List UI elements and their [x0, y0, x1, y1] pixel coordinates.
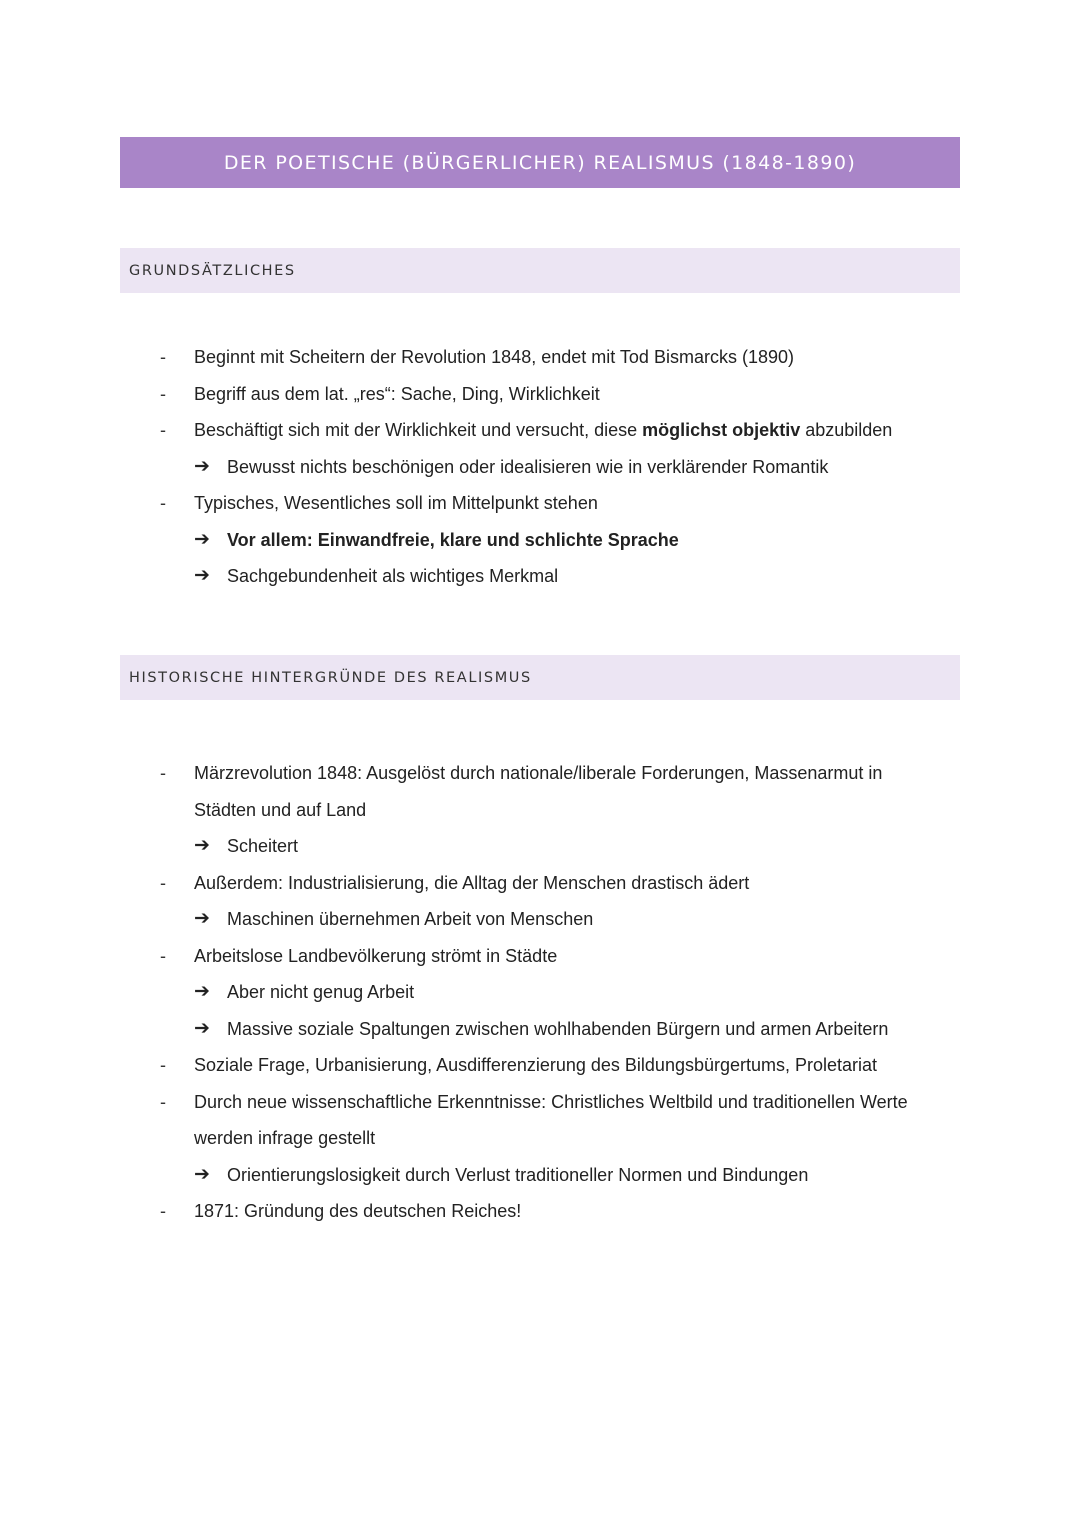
list-item-text: Durch neue wissenschaftliche Erkenntnisse: Christliches Weltbild und traditionellen Werte [194, 1091, 908, 1112]
bold-emphasis: möglichst objektiv [642, 420, 801, 440]
list-item [0, 1084, 1080, 1121]
list-item-text: Außerdem: Industrialisierung, die Alltag der Menschen drastisch ädert [194, 872, 750, 893]
list-item-text: Begriff aus dem lat. „res“: Sache, Ding, Wirklichkeit [194, 383, 600, 404]
dash-marker: - [160, 945, 166, 966]
arrow-right-icon: ➔ [194, 528, 210, 550]
arrow-item [0, 828, 1080, 865]
list-item [0, 755, 1080, 792]
arrow-item [0, 974, 1080, 1011]
list-item-text: Typisches, Wesentliches soll im Mittelpunkt stehen [194, 493, 598, 513]
dash-marker: - [160, 1091, 166, 1112]
arrow-right-icon: ➔ [194, 835, 210, 856]
list-item-continuation [0, 792, 1080, 829]
list-item-continuation [0, 1120, 1080, 1157]
section-heading-text: GRUNDSÄTZLICHES [129, 262, 296, 279]
arrow-item-text: Maschinen übernehmen Arbeit von Menschen [227, 909, 594, 929]
list-item-text: Arbeitslose Landbevölkerung strömt in Städte [194, 945, 558, 966]
section-heading-historische-hintergruende [120, 655, 960, 700]
dash-marker: - [160, 383, 166, 404]
arrow-item-text: Massive soziale Spaltungen zwischen wohlhabenden Bürgern und armen Arbeitern [227, 1018, 889, 1039]
arrow-right-icon: ➔ [194, 1163, 210, 1185]
arrow-item-text: Sachgebundenheit als wichtiges Merkmal [227, 566, 559, 586]
title-banner [120, 137, 960, 188]
arrow-right-icon: ➔ [194, 455, 210, 477]
list-item-text: Beginnt mit Scheitern der Revolution 1848, endet mit Tod Bismarcks (1890) [194, 347, 794, 367]
arrow-right-icon: ➔ [194, 1017, 210, 1039]
section-heading-grundsaetzliches [120, 248, 960, 293]
dash-marker: - [160, 1201, 166, 1221]
arrow-item-text: Vor allem: Einwandfreie, klare und schlichte Sprache [227, 529, 679, 550]
list-item [0, 938, 1080, 975]
list-item-text: Soziale Frage, Urbanisierung, Ausdifferenzierung des Bildungsbürgertums, Proletariat [194, 1055, 878, 1075]
list-item [0, 1193, 1080, 1230]
arrow-item [0, 449, 1080, 486]
list-item [0, 1047, 1080, 1084]
list-item [0, 412, 1080, 449]
bullet-list-grundsaetzliches [0, 339, 1080, 595]
dash-marker: - [160, 763, 166, 783]
arrow-right-icon: ➔ [194, 908, 210, 929]
list-item [0, 339, 1080, 376]
dash-marker: - [160, 347, 166, 367]
dash-marker: - [160, 872, 166, 893]
arrow-item-text: Scheitert [227, 836, 299, 856]
arrow-item-text: Orientierungslosigkeit durch Verlust traditioneller Normen und Bindungen [227, 1164, 809, 1185]
arrow-item-text: Aber nicht genug Arbeit [227, 982, 415, 1002]
arrow-item [0, 1157, 1080, 1194]
arrow-item-text: Bewusst nichts beschönigen oder idealisieren wie in verklärender Romantik [227, 456, 829, 477]
list-item [0, 485, 1080, 522]
bullet-list-historische-hintergruende [0, 755, 1080, 1230]
arrow-right-icon: ➔ [194, 565, 210, 586]
arrow-item [0, 522, 1080, 559]
section-heading-text: HISTORISCHE HINTERGRÜNDE DES REALISMUS [129, 669, 532, 686]
arrow-item [0, 901, 1080, 938]
page-title: DER POETISCHE (BÜRGERLICHER) REALISMUS (1848-1890) [223, 151, 857, 174]
list-item [0, 376, 1080, 413]
list-item-text: 1871: Gründung des deutschen Reiches! [194, 1201, 522, 1221]
list-item-text: werden infrage gestellt [194, 1128, 376, 1148]
list-item-text: Märzrevolution 1848: Ausgelöst durch nationale/liberale Forderungen, Massenarmut in [194, 763, 883, 783]
arrow-item [0, 558, 1080, 595]
list-item [0, 865, 1080, 902]
arrow-item [0, 1011, 1080, 1048]
list-item-text: Beschäftigt sich mit der Wirklichkeit und versucht, diese möglichst objektiv abzubilden [194, 420, 893, 440]
dash-marker: - [160, 493, 166, 513]
list-item-text: Städten und auf Land [194, 799, 367, 820]
arrow-right-icon: ➔ [194, 981, 210, 1002]
dash-marker: - [160, 420, 166, 440]
dash-marker: - [160, 1055, 166, 1075]
